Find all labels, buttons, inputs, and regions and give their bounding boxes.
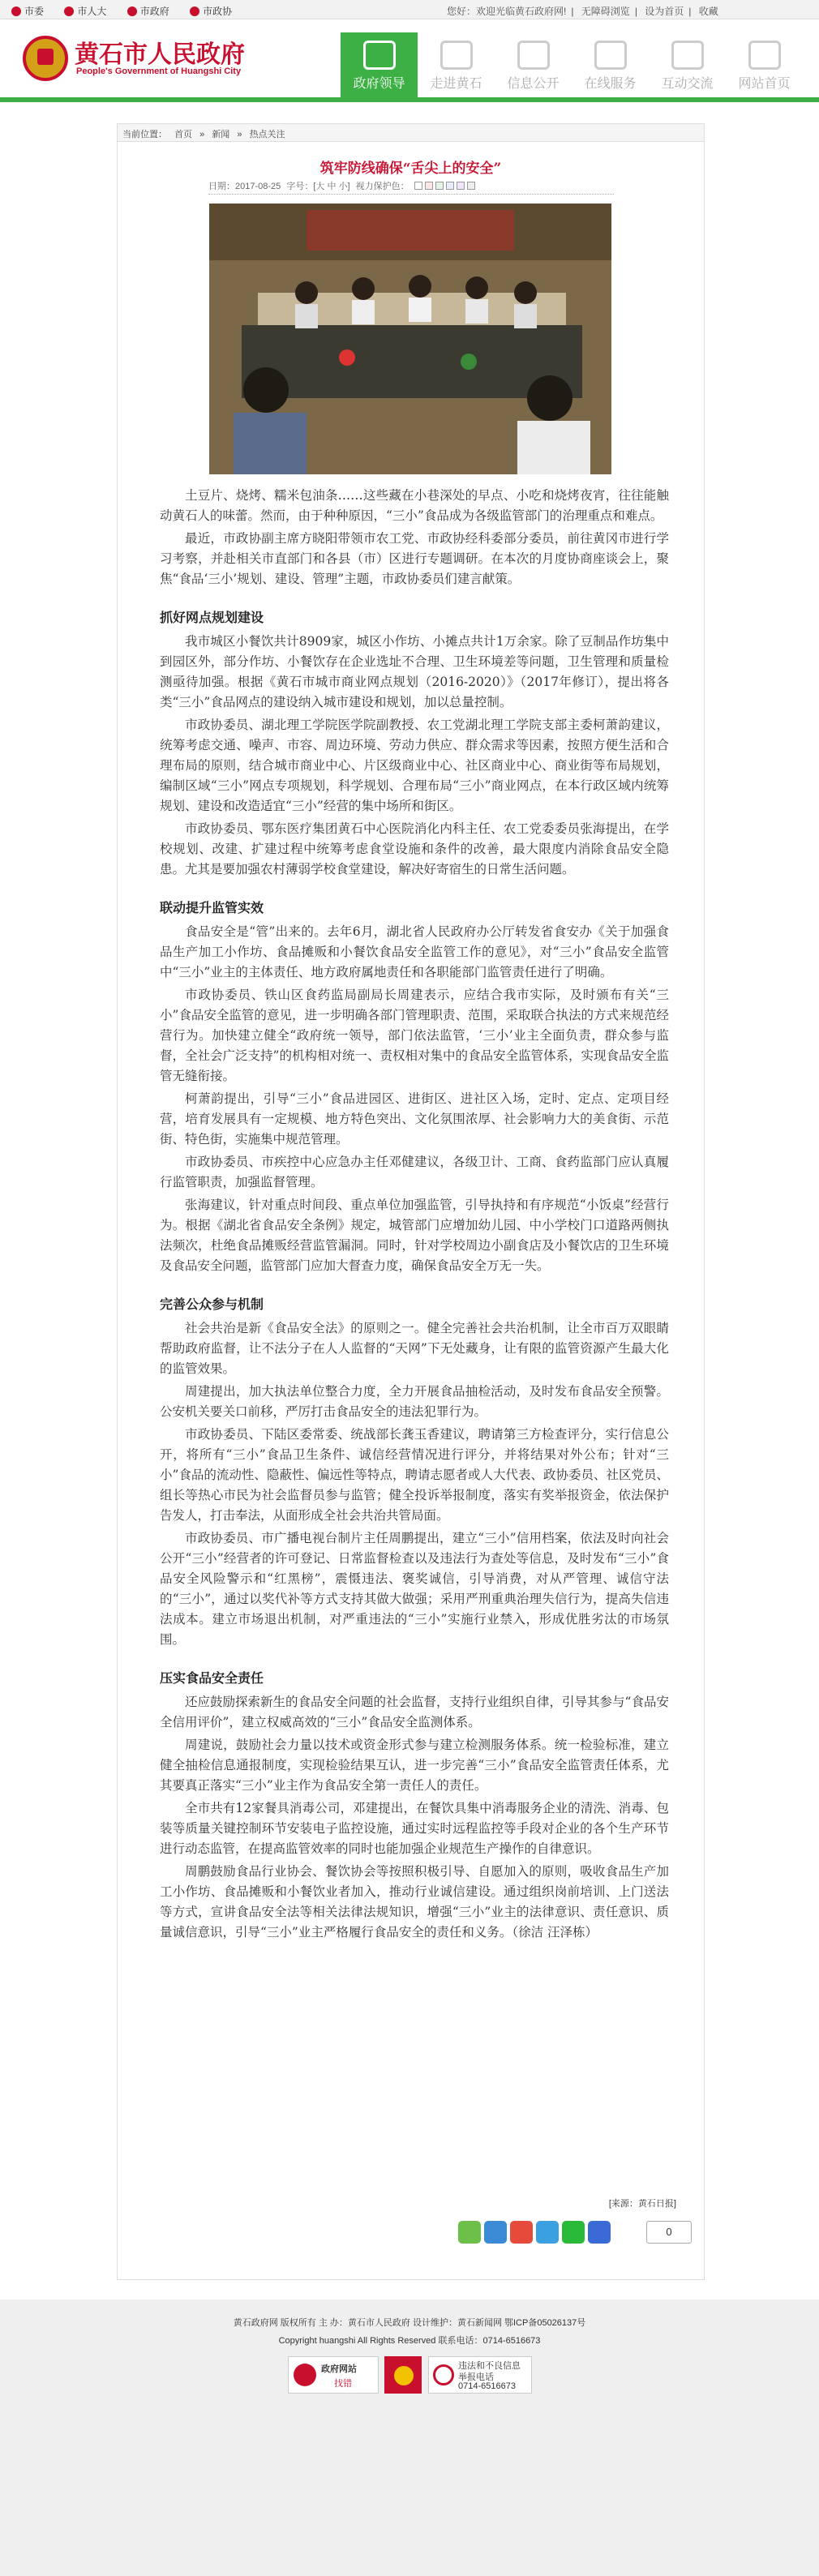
paragraph: 土豆片、烧烤、糯米包油条……这些藏在小巷深处的早点、小吃和烧烤夜宵，往往能触动黄石人的味蕾。然而，由于种种原因，“三小”食品成为各级监管部门的治理重点和难点。 [160, 488, 669, 523]
divider [208, 194, 614, 195]
paragraph: 食品安全是“管”出来的。去年6月，湖北省人民政府办公厅转发省食安办《关于加强食品生产加工小作坊、食品摊贩和小餐饮食品安全监管工作的意见》，对“三小”食品安全监管中“三小”业主的主体责任、地方政府属地责任和各职能部门监管责任进行了明确。 [160, 924, 669, 979]
nav-interact[interactable]: 互动交流 [649, 32, 726, 102]
nav-leaders[interactable]: 政府领导 [341, 32, 418, 102]
breadcrumb-news[interactable]: 新闻 [212, 130, 230, 139]
nav-info[interactable]: 信息公开 [495, 32, 572, 102]
paragraph: 全市共有12家餐具消毒公司，邓建提出，在餐饮具集中消毒服务企业的清洗、消毒、包装等质量关键控制环节安装电子监控设施，通过实时远程监控等手段对企业的各个生产环节进行动态监管，在提高监管效率的同时也能加强企业规范生产操作的自律意识。 [160, 1801, 669, 1856]
top-link-party[interactable]: 市委 [11, 6, 44, 17]
nav-home[interactable]: 网站首页 [726, 32, 803, 102]
nav-service[interactable]: 在线服务 [572, 32, 649, 102]
leader-icon [363, 41, 396, 70]
share-tencent-icon[interactable] [536, 2221, 559, 2244]
article-meta: 日期：2017-08-25 字号：[大 中 小] 视力保护色： [208, 179, 475, 192]
font-size-options[interactable]: [大 中 小] [313, 182, 350, 191]
paragraph: 市政协委员、湖北理工学院医学院副教授、农工党湖北理工学院支部主委柯萧韵建议，统筹考虑交通、噪声、市容、周边环境、劳动力供应、群众需求等因素，按照方便生活和合理布局的原则，结合城市商业中心、片区级商业中心、社区商业中心、商业街等布局规划，编制区域“三小”网点专项规划，科学规划、合理布局“三小”商业网点，在本行政区域内统筹规划、建设和改造适宜“三小”经营的集中场所和街区。 [160, 718, 669, 813]
paragraph: 市政协委员、市疾控中心应急办主任邓健建议，各级卫计、工商、食药监部门应认真履行监管职责，加强监督管理。 [160, 1155, 669, 1189]
service-icon [594, 41, 627, 70]
home-icon [748, 41, 781, 70]
breadcrumb: 当前位置： 首页 » 新闻 » 热点关注 [118, 124, 704, 142]
paragraph: 张海建议，针对重点时间段、重点单位加强监管，引导执持和有序规范“小饭桌”经营行为。根据《湖北省食品安全条例》规定，城管部门应增加幼儿园、中小学校门口道路两侧执法频次，杜绝食品摊贩经营监管漏洞。同时，针对学校周边小副食店及小餐饮店的卫生环境及食品安全问题，监管部门应加大督查力度，确保食品安全万无一失。 [160, 1198, 669, 1273]
party-gov-badge[interactable] [384, 2356, 422, 2394]
emblem-icon [11, 6, 21, 16]
paragraph: 周建提出，加大执法单位整合力度，全力开展食品抽检活动，及时发布食品安全预警。公安机关要关口前移，严厉打击食品安全的违法犯罪行为。 [160, 1384, 669, 1419]
color-swatch-blue[interactable] [446, 182, 454, 190]
paragraph: 最近，市政协副主席方晓阳带领市农工党、市政协经科委部分委员，前往黄冈市进行学习考察，并赴相关市直部门和各县（市）区进行专题调研。在本次的月度协商座谈会上，聚焦“食品‘三小’规划、建设、管理”主题，市政协委员们建言献策。 [160, 531, 669, 586]
share-weibo-icon[interactable] [510, 2221, 533, 2244]
barrier-free-link[interactable]: 无障碍浏览 [581, 6, 630, 17]
paragraph: 市政协委员、下陆区委常委、统战部长龚玉香建议，聘请第三方检查评分，实行信息公开，将所有“三小”食品卫生条件、诚信经营情况进行评分，并将结果对外公布；针对“三小”食品的流动性、隐蔽性、偏远性等特点，聘请志愿者或人大代表、政协委员、社区党员、组长等热心市民为社会监督员参与监管；健全投诉举报制度，落实有奖举报资金，依法保护告发人，打击奉法，从面形成全社会共治共管局面。 [160, 1427, 669, 1523]
paragraph: 柯萧韵提出，引导“三小”食品进园区、进街区、进社区入场，定时、定点、定项目经营，培育发展具有一定规模、地方特色突出、文化氛围浓厚、社会影响力大的美食街、示范街、特色街，实施集中规范管理。 [160, 1091, 669, 1147]
article-panel [117, 123, 705, 2280]
paragraph: 市政协委员、铁山区食药监局副局长周建表示，应结合我市实际，及时颁布有关“三小”食品安全监管的意见，进一步明确各部门管理职责、范围，采取联合执法的方式来规范经营行为。加快建立健全“政府统一领导，部门依法监管，‘三小’业主全面负责，群众参与监督，全社会广泛支持”的机构相对统一、责权相对集中的食品安全监管体系，实现食品安全监管无缝衔接。 [160, 988, 669, 1083]
report-icon [433, 2364, 454, 2385]
error-report-icon [294, 2364, 316, 2386]
top-link-congress[interactable]: 市人大 [64, 6, 106, 17]
emblem-icon [64, 6, 74, 16]
color-swatch-white[interactable] [414, 182, 422, 190]
paragraph: 周鹏鼓励食品行业协会、餐饮协会等按照积极引导、自愿加入的原则，吸收食品生产加工小作坊、食品摊贩和小餐饮业者加入，推动行业诚信建设。通过组织岗前培训、上门送法等方式，宣讲食品安全法等相关法律法规知识，增强“三小”业主的法律意识、责任意识、质量诚信意识，引导“三小”业主严格履行食品安全的责任和义务。（徐洁 汪泽栋） [160, 1864, 669, 1940]
paragraph: 还应鼓励探索新生的食品安全问题的社会监督，支持行业组织自律，引导其参与“食品安全信用评价”，建立权威高效的“三小”食品安全监测体系。 [160, 1695, 669, 1729]
party-gov-icon [394, 2366, 414, 2385]
breadcrumb-home[interactable]: 首页 [174, 130, 193, 139]
about-icon [440, 41, 473, 70]
section-heading: 抓好网点规划建设 [160, 610, 264, 625]
share-plus-icon[interactable] [458, 2221, 481, 2244]
top-link-government[interactable]: 市政府 [127, 6, 169, 17]
nav-about[interactable]: 走进黄石 [418, 32, 495, 102]
national-emblem-icon [23, 36, 68, 81]
paragraph: 市政协委员、鄂东医疗集团黄石中心医院消化内科主任、农工党委委员张海提出，在学校规划、改建、扩建过程中统筹考虑食堂设施和条件的改善，最大限度内消除食品安全隐患。尤其是要加强农村薄弱学校食堂建设，解决好寄宿生的日常生活问题。 [160, 821, 669, 877]
content-area [0, 102, 819, 2391]
breadcrumb-hot[interactable]: 热点关注 [249, 130, 285, 139]
article-source: [来源：黄石日报] [608, 2199, 676, 2209]
interact-icon [671, 41, 704, 70]
footer-line-2: Copyright huangshi All Rights Reserved 联系电话：0714-6516673 [278, 2336, 541, 2346]
article-date: 2017-08-25 [235, 182, 281, 191]
article-title: 筑牢防线确保“舌尖上的安全” [319, 161, 502, 177]
emblem-icon [127, 6, 137, 16]
gov-site-error-badge[interactable]: 政府网站 找错 [288, 2356, 379, 2394]
info-icon [517, 41, 550, 70]
top-link-cppcc[interactable]: 市政协 [190, 6, 232, 17]
share-qzone-icon[interactable] [484, 2221, 507, 2244]
header [0, 19, 819, 102]
site-name: 黄石市人民政府 [75, 41, 245, 69]
color-swatch-gray[interactable] [467, 182, 475, 190]
paragraph: 周建说，鼓励社会力量以技术或资金形式参与建立检测服务体系。统一检验标准，建立健全抽检信息通报制度，实现检验结果互认，进一步完善“三小”食品安全监管责任体系，尤其要真正落实“三小”业主作为食品安全第一责任人的责任。 [160, 1738, 669, 1793]
site-name-en: People's Government of Huangshi City [76, 66, 242, 76]
top-links [11, 4, 250, 18]
share-wechat-icon[interactable] [562, 2221, 585, 2244]
paragraph: 我市城区小餐饮共计8909家，城区小作坊、小摊点共计1万余家。除了豆制品作坊集中到园区外，部分作坊、小餐饮存在企业选址不合理、卫生环境差等问题，卫生管理和质量检测亟待加强。根据《黄石市城市商业网点规划（2016-2020）》（2017年修订），提出将各类“三小”食品网点的建设纳入城市建设和规划，加以总量控制。 [160, 634, 669, 709]
color-swatch-green[interactable] [435, 182, 444, 190]
paragraph: 市政协委员、市广播电视台制片主任周鹏提出，建立“三小”信用档案，依法及时向社会公开“三小”经营者的许可登记、日常监督检查以及违法行为查处等信息，及时发布“三小”食品安全风险警示和“红黑榜”，震慑违法、褒奖诚信，引导消费，对从严管理、诚信守法的“三小”，通过以奖代补等方式支持其做大做强；采用严刑重典治理失信行为，提高失信违法成本。建立市场退出机制，对严重违法的“三小”实施行业禁入，形成优胜劣汰的市场氛围。 [160, 1531, 669, 1647]
bookmark-link[interactable]: 收藏 [698, 6, 718, 17]
footer-line-1: 黄石政府网 版权所有 主 办：黄石市人民政府 设计维护：黄石新闻网 鄂ICP备05026137号 [233, 2318, 586, 2328]
article-body [160, 486, 669, 1945]
section-heading: 联动提升监管实效 [160, 900, 264, 915]
meeting-photo [209, 204, 611, 474]
top-bar [0, 0, 819, 19]
color-swatch-pink[interactable] [425, 182, 433, 190]
share-count: 0 [646, 2221, 692, 2244]
section-heading: 完善公众参与机制 [160, 1297, 264, 1312]
top-right: 您好：欢迎光临黄石政府网! | 无障碍浏览 | 设为首页 | 收藏 [447, 6, 718, 17]
color-swatch-purple[interactable] [457, 182, 465, 190]
set-home-link[interactable]: 设为首页 [645, 6, 684, 17]
section-heading: 压实食品安全责任 [160, 1670, 264, 1686]
greeting: 您好：欢迎光临黄石政府网! [447, 6, 567, 17]
emblem-icon [190, 6, 199, 16]
footer [0, 2300, 819, 2576]
share-renren-icon[interactable] [588, 2221, 611, 2244]
paragraph: 社会共治是新《食品安全法》的原则之一。健全完善社会共治机制，让全市百万双眼睛帮助政府监督，让不法分子在人人监督的“天网”下无处藏身，让有限的监管资源产生最大化的监管效果。 [160, 1321, 669, 1376]
report-badge[interactable]: 违法和不良信息 举报电话 0714-6516673 [428, 2356, 532, 2394]
